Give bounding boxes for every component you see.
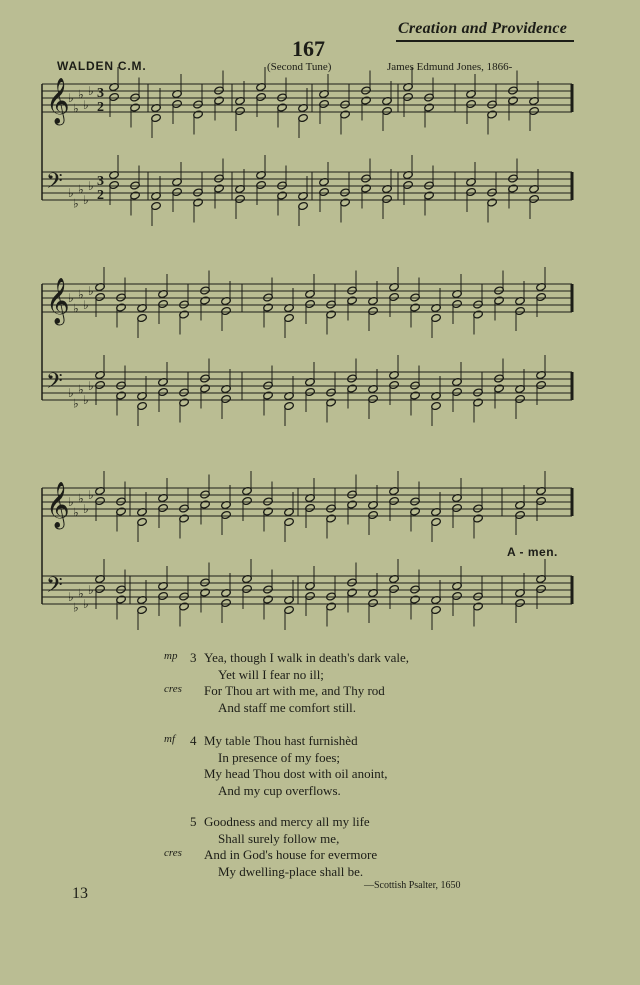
verse-text: My dwelling-place shall be. [218,863,364,879]
flat-sign: ♭ [73,301,79,316]
dynamic-mark: cres [164,683,182,695]
dynamic-mark: mf [164,733,175,745]
text-attribution: —Scottish Psalter, 1650 [364,880,461,891]
time-signature-bottom: 2 [97,100,104,115]
verse-text: And staff me comfort still. [218,699,357,715]
flat-sign: ♭ [73,600,79,615]
flat-sign: ♭ [78,287,84,302]
flat-sign: ♭ [83,193,89,207]
amen-lyric: A - men. [507,545,558,559]
flat-sign: ♭ [88,379,94,393]
flat-sign: ♭ [68,291,74,305]
flat-sign: ♭ [73,396,79,411]
verse-text: Yet will I fear no ill; [218,666,324,682]
time-signature-bottom: 2 [97,188,104,203]
flat-sign: ♭ [88,179,94,193]
verse-text: And in God's house for evermore [204,847,378,862]
flat-sign: ♭ [78,586,84,601]
time-signature-top: 3 [97,174,104,189]
flat-sign: ♭ [78,182,84,197]
flat-sign: ♭ [73,505,79,520]
flat-sign: ♭ [83,502,89,516]
flat-sign: ♭ [73,101,79,116]
verse-text: My table Thou hast furnishèd [204,733,358,748]
verse-text: Yea, though I walk in death's dark vale, [204,650,410,665]
verse-number: 5 [190,814,197,829]
bass-clef: 𝄢 [46,369,63,399]
dynamic-mark: mp [164,650,178,662]
flat-sign: ♭ [68,386,74,400]
treble-clef: 𝄞 [46,78,70,124]
flat-sign: ♭ [68,186,74,200]
flat-sign: ♭ [78,382,84,397]
verse-text: And my cup overflows. [218,782,341,798]
treble-clef: 𝄞 [46,482,70,528]
treble-clef: 𝄞 [46,278,70,324]
verse-text: My head Thou dost with oil anoint, [204,766,388,781]
verse-number: 4 [190,733,197,748]
verse-text: Shall surely follow me, [218,830,340,846]
time-signature-top: 3 [97,86,104,101]
verse-text: In presence of my foes; [218,749,341,765]
tune-note: (Second Tune) [267,61,332,73]
flat-sign: ♭ [83,597,89,611]
flat-sign: ♭ [83,298,89,312]
flat-sign: ♭ [68,91,74,105]
bass-clef: 𝄢 [46,573,63,603]
flat-sign: ♭ [88,284,94,298]
flat-sign: ♭ [83,98,89,112]
flat-sign: ♭ [78,491,84,506]
flat-sign: ♭ [88,84,94,98]
page-number: 13 [72,885,88,902]
dynamic-mark: cres [164,847,182,859]
section-title: Creation and Providence [398,20,568,37]
verse-text: For Thou art with me, and Thy rod [204,683,385,698]
flat-sign: ♭ [78,87,84,102]
flat-sign: ♭ [88,488,94,502]
verse-number: 3 [190,650,197,665]
hymn-number: 167 [292,36,325,61]
flat-sign: ♭ [73,196,79,211]
tune-name: WALDEN C.M. [57,59,147,73]
composer-credit: James Edmund Jones, 1866- [387,61,513,73]
flat-sign: ♭ [68,590,74,604]
flat-sign: ♭ [68,495,74,509]
bass-clef: 𝄢 [46,169,63,199]
flat-sign: ♭ [83,393,89,407]
flat-sign: ♭ [88,583,94,597]
verse-text: Goodness and mercy all my life [204,814,370,829]
